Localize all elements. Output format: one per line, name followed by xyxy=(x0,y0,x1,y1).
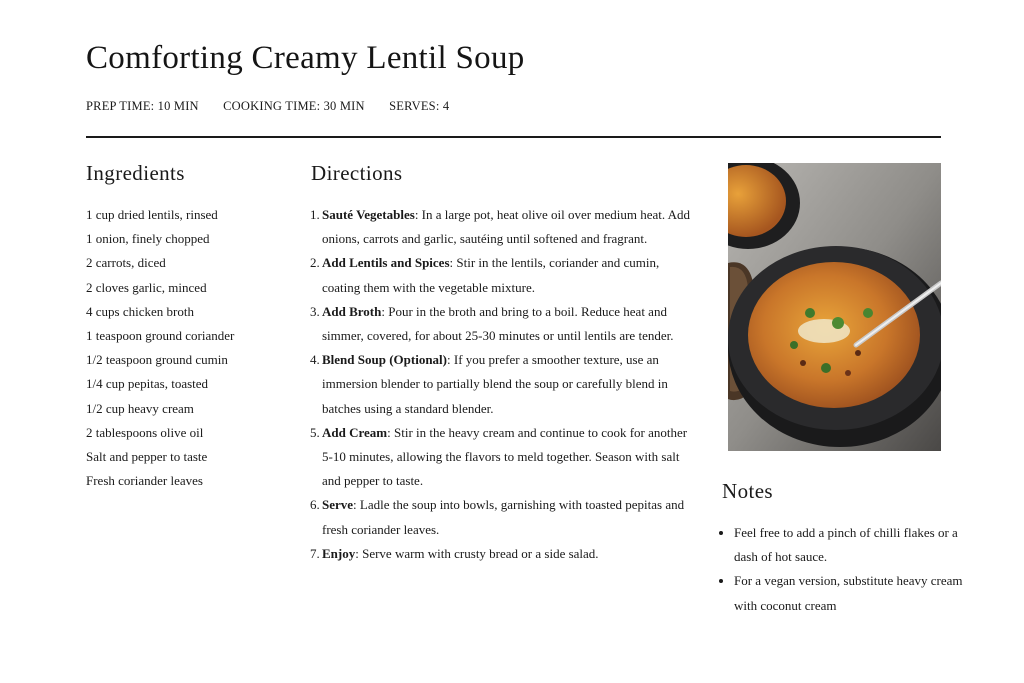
step-title: Blend Soup (Optional) xyxy=(322,352,447,368)
ingredients-list xyxy=(86,203,234,493)
step-text: : Ladle the soup into bowls, garnishing with toasted pepitas and fresh coriander leaves. xyxy=(322,497,685,537)
recipe-title: Comforting Creamy Lentil Soup xyxy=(86,40,525,76)
step-number: 2. xyxy=(310,255,320,271)
step-text: : Serve warm with crusty bread or a side salad. xyxy=(355,545,599,561)
ingredient-item: 1/4 cup pepitas, toasted xyxy=(86,376,209,392)
ingredient-item: 1/2 cup heavy cream xyxy=(86,400,194,416)
direction-step xyxy=(310,251,700,299)
step-number: 4. xyxy=(310,352,320,368)
ingredient-item: 2 cloves garlic, minced xyxy=(86,279,207,295)
step-number: 7. xyxy=(310,545,320,561)
serves: SERVES: 4 xyxy=(389,99,450,113)
direction-step xyxy=(310,421,700,494)
prep-time: PREP TIME: 10 MIN xyxy=(86,99,199,113)
soup-photo xyxy=(728,163,941,451)
header-divider xyxy=(86,136,941,138)
notes-list xyxy=(716,521,969,618)
ingredient-item: 4 cups chicken broth xyxy=(86,303,194,319)
direction-step xyxy=(310,300,700,348)
recipe-meta xyxy=(86,99,470,114)
note-item: • Feel free to add a pinch of chilli flakes or a dash of hot sauce. xyxy=(734,521,969,569)
step-text: : Stir in the lentils, coriander and cumin, coating them with the vegetable mixture. xyxy=(322,255,660,295)
step-number: 5. xyxy=(310,424,320,440)
step-title: Enjoy xyxy=(322,545,356,561)
notes-heading: Notes xyxy=(722,479,773,503)
step-text: : In a large pot, heat olive oil over medium heat. Add onions, carrots and garlic, sautéing until softened and fragrant. xyxy=(322,207,691,247)
direction-step xyxy=(310,493,700,541)
step-text: : Stir in the heavy cream and continue to cook for another 5-10 minutes, allowing the flavors to meld together. Season with salt and pepper to taste. xyxy=(322,424,688,489)
ingredient-item: 1 cup dried lentils, rinsed xyxy=(86,207,218,222)
ingredient-item: Fresh coriander leaves xyxy=(86,473,203,489)
ingredient-item: 1/2 teaspoon ground cumin xyxy=(86,352,228,368)
step-title: Add Cream xyxy=(322,424,388,440)
note-item: • For a vegan version, substitute heavy cream with coconut cream xyxy=(734,569,969,617)
direction-step xyxy=(310,348,700,421)
step-number: 3. xyxy=(310,303,320,319)
directions-heading: Directions xyxy=(311,161,403,185)
step-number: 6. xyxy=(310,497,320,513)
ingredient-item: 1 onion, finely chopped xyxy=(86,231,210,247)
step-title: Add Broth xyxy=(322,303,382,319)
direction-step xyxy=(310,542,700,566)
step-text: : Pour in the broth and bring to a boil. Reduce heat and simmer, covered, for about 25-30 minutes or until lentils are tender. xyxy=(322,303,674,344)
step-title: Add Lentils and Spices xyxy=(322,255,450,271)
step-title: Sauté Vegetables xyxy=(322,207,415,222)
ingredient-item: 2 carrots, diced xyxy=(86,255,166,271)
step-number: 1. xyxy=(310,207,320,222)
direction-step xyxy=(310,203,700,251)
directions-list xyxy=(310,203,700,566)
ingredient-item: 1 teaspoon ground coriander xyxy=(86,328,235,344)
ingredients-heading: Ingredients xyxy=(86,161,185,185)
step-title: Serve xyxy=(322,497,354,513)
ingredient-item: 2 tablespoons olive oil xyxy=(86,424,204,440)
step-text: : If you prefer a smoother texture, use an immersion blender to partially blend the soup or carefully blend in batches using a standard blender. xyxy=(322,352,668,416)
cooking-time: COOKING TIME: 30 MIN xyxy=(223,99,365,113)
ingredient-item: Salt and pepper to taste xyxy=(86,449,208,465)
